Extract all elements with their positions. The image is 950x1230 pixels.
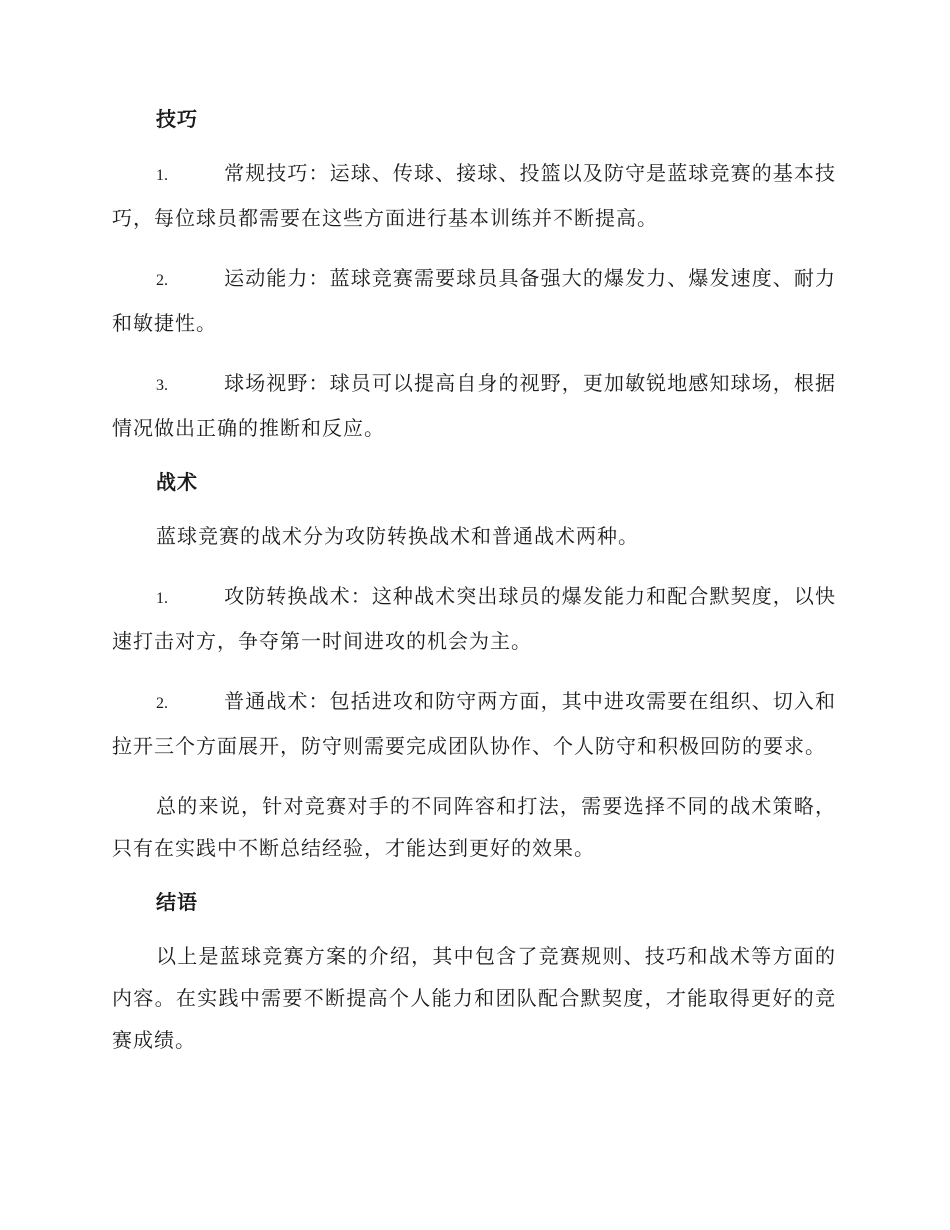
list-item-number: 1. — [156, 167, 168, 184]
section-heading-tactics: 战术 — [156, 470, 198, 494]
list-item — [112, 575, 836, 662]
paragraph-intro: 蓝球竞赛的战术分为攻防转换战术和普通战术两种。 — [156, 524, 639, 548]
document-page — [112, 104, 836, 1079]
list-item-number: 1. — [156, 590, 168, 607]
list-item-text: 球场视野：球员可以提高自身的视野，更加敏锐地感知球场，根据情况做出正确的推断和反应。 — [112, 371, 836, 440]
list-item — [112, 362, 836, 449]
paragraph-summary: 总的来说，针对竞赛对手的不同阵容和打法，需要选择不同的战术策略，只有在实践中不断总结经验，才能达到更好的效果。 — [112, 794, 836, 860]
list-item-number: 3. — [156, 377, 168, 394]
list-item-text: 常规技巧：运球、传球、接球、投篮以及防守是蓝球竞赛的基本技巧，每位球员都需要在这些方面进行基本训练并不断提高。 — [112, 161, 836, 230]
list-item — [112, 680, 836, 767]
list-item — [112, 257, 836, 344]
list-item-text: 普通战术：包括进攻和防守两方面，其中进攻需要在组织、切入和拉开三个方面展开，防守则需要完成团队协作、个人防守和积极回防的要求。 — [112, 689, 836, 758]
list-item-text: 攻防转换战术：这种战术突出球员的爆发能力和配合默契度，以快速打击对方，争夺第一时间进攻的机会为主。 — [112, 584, 836, 653]
list-item — [112, 152, 836, 239]
paragraph-conclusion: 以上是蓝球竞赛方案的介绍，其中包含了竞赛规则、技巧和战术等方面的内容。在实践中需要不断提高个人能力和团队配合默契度，才能取得更好的竞赛成绩。 — [112, 944, 836, 1052]
section-heading-skills: 技巧 — [156, 107, 198, 131]
list-item-number: 2. — [156, 695, 168, 712]
list-item-number: 2. — [156, 272, 168, 289]
list-item-text: 运动能力：蓝球竞赛需要球员具备强大的爆发力、爆发速度、耐力和敏捷性。 — [112, 266, 836, 335]
section-heading-conclusion: 结语 — [156, 890, 198, 914]
